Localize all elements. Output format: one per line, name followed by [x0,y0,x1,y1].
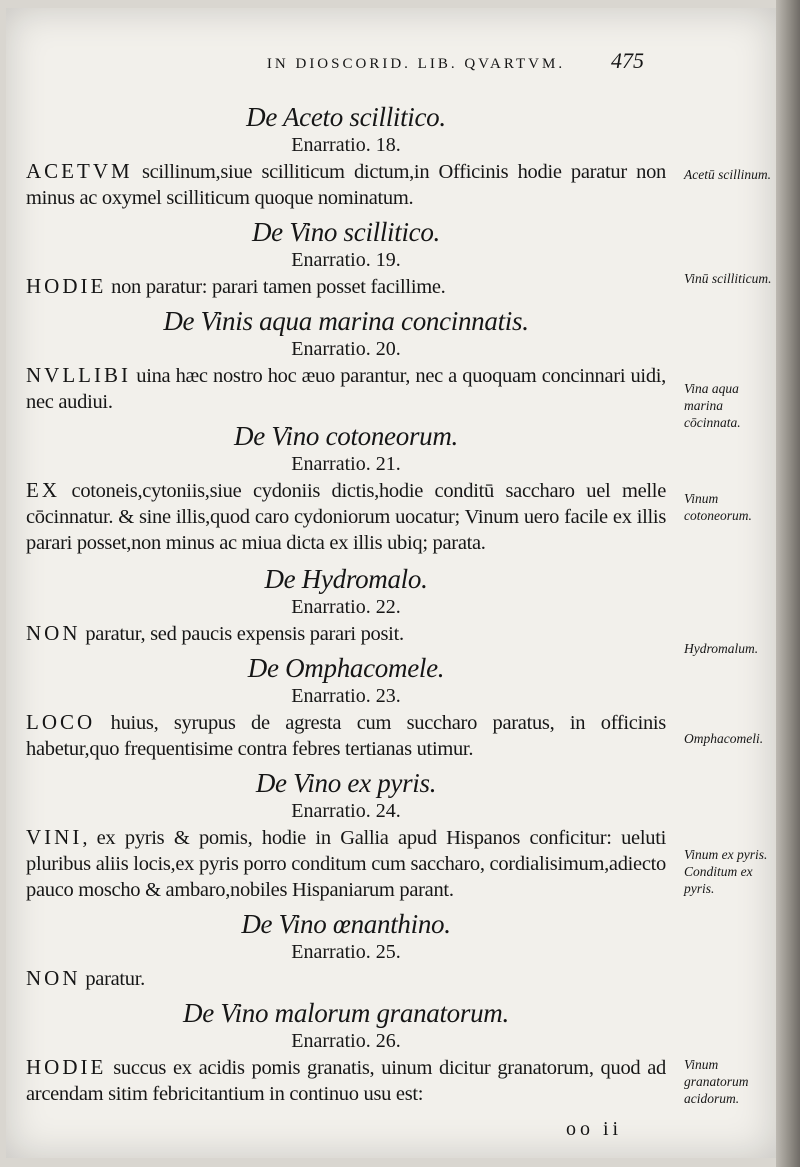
margin-note: Vinum ex pyris. Conditum ex pyris. [684,847,768,896]
section-paragraph [26,158,666,211]
margin-note: Vinum cotoneorum. [684,491,752,523]
paragraph-text: uina hæc nostro hoc æuo parantur, nec a quoquam concinnari uidi, nec audiui. [26,365,666,413]
narratio-heading: Enarratio. 25. [291,941,401,963]
section-paragraph [26,362,666,415]
narratio-heading: Enarratio. 20. [291,338,401,360]
section-hydromalo [26,562,666,647]
running-header: IN DIOSCORID. LIB. QVARTVM. [266,56,566,72]
section-title: De Vino scillitico. [251,217,440,247]
paragraph-text: cotoneis,cytoniis,siue cydoniis dictis,hodie conditū saccharo uel melle cōcinnatur. & sine illis,quod caro cydoniorum uocatur; Vinum uero facile ex illis parari posset,non minus ac miua dicta ex illis ubiq; parata. [26,480,666,554]
narratio-heading: Enarratio. 18. [291,134,401,156]
lead-word: HODIE [26,274,107,298]
section-paragraph [26,965,666,992]
section-paragraph [26,1054,666,1107]
paragraph-text: , ex pyris & pomis, hodie in Gallia apud Hispanos conficitur: ueluti pluribus aliis locis,ex pyris porro conditum cum saccharo, cordialisimum,adiecto pauco moscho & ambaro,nobiles Hispaniarum parant. [26,827,666,901]
section-vino-malorum-granatorum [26,996,666,1107]
section-paragraph [26,273,666,300]
paragraph-text: non paratur: parari tamen posset facillime. [106,276,446,298]
paragraph-text: scillinum,siue scilliticum dictum,in Officinis hodie paratur non minus ac oxymel scilliticum quoque nominatum. [26,161,666,209]
section-title: De Vino ex pyris. [255,768,437,798]
lead-word: ACETVM [26,159,133,183]
lead-word: NVLLIBI [26,363,131,387]
section-title: De Vino cotoneorum. [234,421,458,451]
margin-note: Acetū scillinum. [684,167,771,182]
section-vino-oenanthino [26,907,666,992]
lead-word: HODIE [26,1055,107,1079]
main-text [26,96,666,1107]
section-title: De Omphacomele. [247,653,445,683]
section-aceto-scillitico [26,100,666,211]
lead-word: NON [26,966,81,990]
margin-note: Omphacomeli. [684,731,764,746]
paragraph-text: paratur. [80,968,145,990]
narratio-heading: Enarratio. 21. [291,453,401,475]
section-title: De Vino œnanthino. [241,909,451,939]
section-vino-cotoneorum [26,419,666,556]
section-vino-scillitico [26,215,666,300]
margin-note: Vinum granatorum acidorum. [684,1057,749,1106]
page-edge-shadow [776,0,800,1167]
section-vinis-aqua-marina [26,304,666,415]
section-title: De Vino malorum granatorum. [183,998,509,1028]
narratio-heading: Enarratio. 26. [291,1030,401,1052]
narratio-heading: Enarratio. 22. [291,596,401,618]
narratio-heading: Enarratio. 23. [291,685,401,707]
margin-note: Vinū scilliticum. [684,271,772,286]
section-paragraph [26,824,666,903]
section-paragraph [26,620,666,647]
margin-note: Hydromalum. [684,641,759,656]
lead-word: LOCO [26,710,96,734]
lead-word: EX [26,478,60,502]
margin-note: Vina aqua marina cōcinnata. [684,381,741,430]
page-number: 475 [611,48,644,73]
section-paragraph [26,477,666,556]
section-title: De Vinis aqua marina concinnatis. [163,306,529,336]
paragraph-text: paratur, sed paucis expensis parari posit. [80,623,404,645]
paragraph-text: huius, syrupus de agresta cum succharo paratus, in officinis habetur,quo frequentisime contra febres tertianas utimur. [26,712,666,760]
lead-word: NON [26,621,81,645]
book-page [6,8,776,1158]
section-title: De Aceto scillitico. [246,102,446,132]
lead-word: VINI [26,825,83,849]
section-omphacomele [26,651,666,762]
narratio-heading: Enarratio. 24. [291,800,401,822]
section-paragraph [26,709,666,762]
signature-mark: oo ii [566,1118,623,1140]
narratio-heading: Enarratio. 19. [291,249,401,271]
section-title: De Hydromalo. [264,564,428,594]
section-vino-ex-pyris [26,766,666,903]
paragraph-text: succus ex acidis pomis granatis, uinum dicitur granatorum, quod ad arcendam sitim febricitantium in continuo usu est: [26,1057,666,1105]
